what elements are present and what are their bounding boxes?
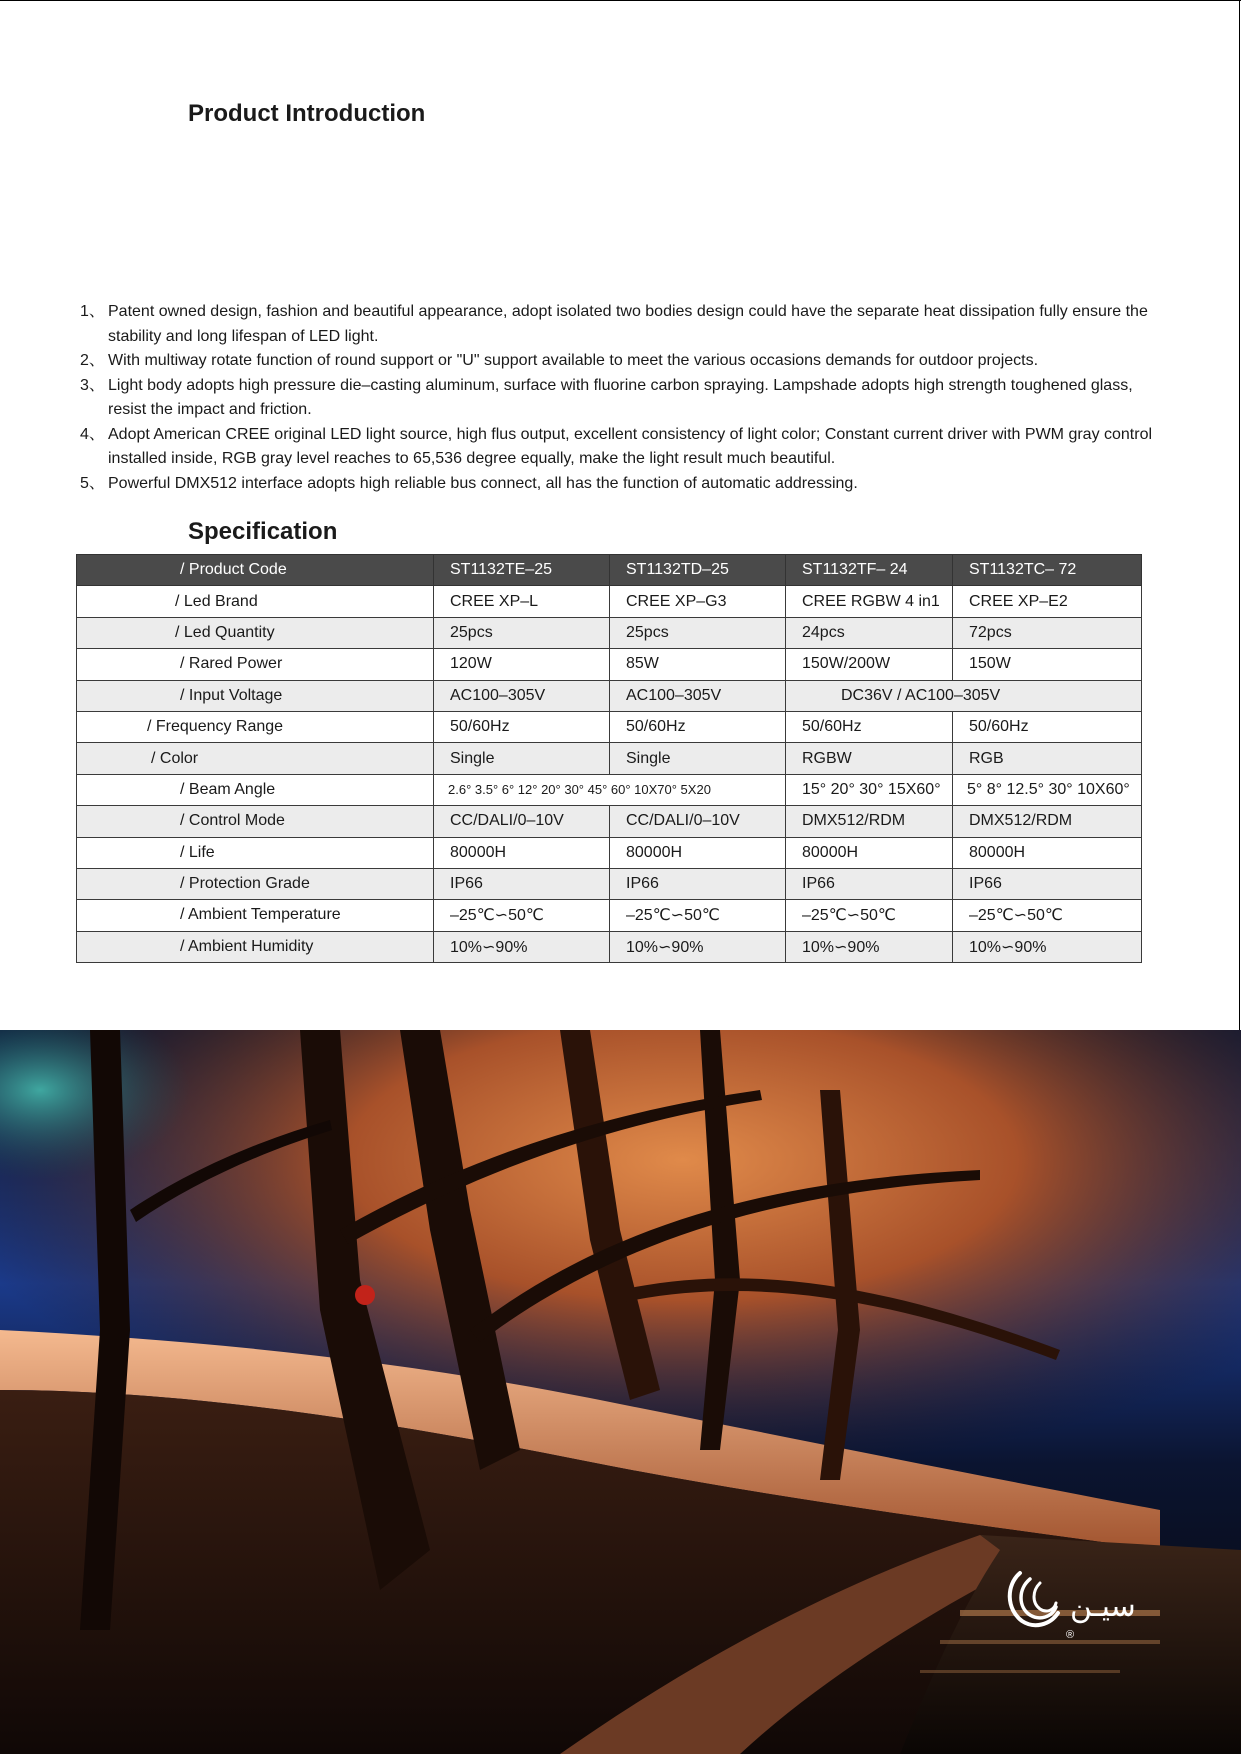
row-label: / Input Voltage xyxy=(77,680,434,711)
model-code: ST1132TD–25 xyxy=(610,555,786,586)
table-cell: 24pcs xyxy=(786,617,953,648)
table-row xyxy=(77,649,1142,680)
table-row xyxy=(77,680,1142,711)
table-row xyxy=(77,586,1142,617)
table-cell: Single xyxy=(610,743,786,774)
table-row xyxy=(77,711,1142,742)
table-cell: 72pcs xyxy=(953,617,1142,648)
table-cell: RGB xyxy=(953,743,1142,774)
table-cell: 2.6° 3.5° 6° 12° 20° 30° 45° 60° 10X70° 5X20 xyxy=(434,774,786,805)
night-landscape-photo xyxy=(0,1030,1241,1754)
intro-item: 1、 Patent owned design, fashion and beautiful appearance, adopt isolated two bodies design could have the separate heat dissipation fully ensure the stability and long lifespan of LED light. xyxy=(80,303,1148,345)
row-label: / Ambient Temperature xyxy=(77,900,434,931)
table-cell: 80000H xyxy=(434,837,610,868)
table-cell: IP66 xyxy=(786,868,953,899)
row-label: / Beam Angle xyxy=(77,774,434,805)
table-row xyxy=(77,617,1142,648)
table-cell: 50/60Hz xyxy=(786,711,953,742)
intro-item: 2、 With multiway rotate function of round support or "U" support available to meet the various occasions demands for outdoor projects. xyxy=(80,352,1039,369)
row-label: / Rared Power xyxy=(77,649,434,680)
brand-logo-text: سيـن xyxy=(1070,1589,1136,1624)
table-cell: 5° 8° 12.5° 30° 10X60° xyxy=(953,774,1142,805)
table-row xyxy=(77,806,1142,837)
table-cell: 10%∽90% xyxy=(434,931,610,962)
table-cell: 10%∽90% xyxy=(610,931,786,962)
product-introduction-title: Product Introduction xyxy=(188,100,426,127)
table-cell: CREE XP–G3 xyxy=(610,586,786,617)
table-row xyxy=(77,931,1142,962)
row-label: / Frequency Range xyxy=(77,711,434,742)
table-cell: CREE XP–E2 xyxy=(953,586,1142,617)
table-row xyxy=(77,900,1142,931)
table-cell-merged: DC36V / AC100–305V xyxy=(786,680,1142,711)
table-cell: 50/60Hz xyxy=(610,711,786,742)
model-code: ST1132TF– 24 xyxy=(786,555,953,586)
table-row xyxy=(77,868,1142,899)
row-label: / Color xyxy=(77,743,434,774)
row-label: / Protection Grade xyxy=(77,868,434,899)
table-cell: 50/60Hz xyxy=(953,711,1142,742)
table-cell: –25℃∽50℃ xyxy=(786,900,953,931)
table-row xyxy=(77,837,1142,868)
top-border-line xyxy=(0,0,1241,1)
table-cell: 150W/200W xyxy=(786,649,953,680)
table-cell: RGBW xyxy=(786,743,953,774)
table-cell: 80000H xyxy=(953,837,1142,868)
table-row xyxy=(77,774,1142,805)
specification-table xyxy=(76,554,1142,963)
intro-item: 3、 Light body adopts high pressure die–casting aluminum, surface with fluorine carbon spraying. Lampshade adopts high strength toughened glass, resist the impact and friction. xyxy=(80,376,1133,418)
row-label: / Led Brand xyxy=(77,586,434,617)
table-cell: AC100–305V xyxy=(434,680,610,711)
table-cell: 10%∽90% xyxy=(953,931,1142,962)
table-cell: 25pcs xyxy=(434,617,610,648)
table-cell: CC/DALI/0–10V xyxy=(610,806,786,837)
table-cell: –25℃∽50℃ xyxy=(434,900,610,931)
table-cell: IP66 xyxy=(434,868,610,899)
table-cell: IP66 xyxy=(953,868,1142,899)
table-cell: DMX512/RDM xyxy=(953,806,1142,837)
model-code: ST1132TE–25 xyxy=(434,555,610,586)
table-cell: 25pcs xyxy=(610,617,786,648)
brand-swirl-icon xyxy=(1000,1565,1070,1635)
introduction-list xyxy=(80,300,1160,496)
table-cell: –25℃∽50℃ xyxy=(610,900,786,931)
specification-title: Specification xyxy=(188,518,338,545)
table-cell: 15° 20° 30° 15X60° xyxy=(786,774,953,805)
row-label: / Life xyxy=(77,837,434,868)
row-label: / Product Code xyxy=(77,555,434,586)
brand-logo xyxy=(1000,1565,1160,1645)
table-cell: AC100–305V xyxy=(610,680,786,711)
table-cell: 85W xyxy=(610,649,786,680)
table-cell: DMX512/RDM xyxy=(786,806,953,837)
table-cell: Single xyxy=(434,743,610,774)
table-cell: 150W xyxy=(953,649,1142,680)
model-code: ST1132TC– 72 xyxy=(953,555,1142,586)
intro-item: 4、 Adopt American CREE original LED light source, high flus output, excellent consistency of light color; Constant current driver with PWM gray control installed inside, RGB gray level reaches to 65,536 degree equally, make the light result much beautiful. xyxy=(80,425,1153,467)
row-label: / Led Quantity xyxy=(77,617,434,648)
table-header-row xyxy=(77,555,1142,586)
table-cell: 120W xyxy=(434,649,610,680)
row-label: / Ambient Humidity xyxy=(77,931,434,962)
table-cell: IP66 xyxy=(610,868,786,899)
table-cell: 50/60Hz xyxy=(434,711,610,742)
table-cell: 80000H xyxy=(610,837,786,868)
right-border-line xyxy=(1239,0,1240,1030)
intro-item: 5、 Powerful DMX512 interface adopts high reliable bus connect, all has the function of automatic addressing. xyxy=(80,474,858,492)
table-cell: –25℃∽50℃ xyxy=(953,900,1142,931)
table-cell: 10%∽90% xyxy=(786,931,953,962)
table-cell: CREE XP–L xyxy=(434,586,610,617)
row-label: / Control Mode xyxy=(77,806,434,837)
table-cell: 80000H xyxy=(786,837,953,868)
table-cell: CREE RGBW 4 in1 xyxy=(786,586,953,617)
registered-mark: ® xyxy=(1066,1629,1075,1641)
table-row xyxy=(77,743,1142,774)
table-cell: CC/DALI/0–10V xyxy=(434,806,610,837)
